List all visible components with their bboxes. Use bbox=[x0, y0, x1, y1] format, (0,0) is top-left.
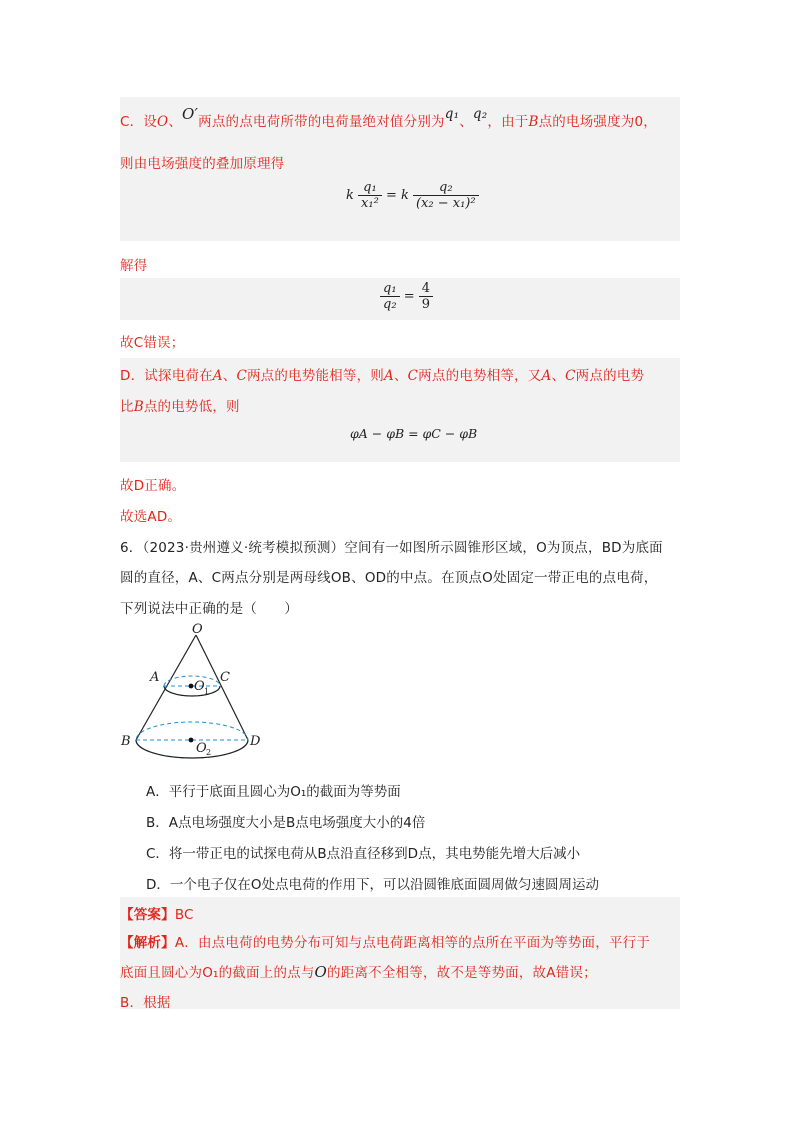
text-run: 两点的电势相等，又 bbox=[418, 368, 542, 384]
fraction-q1-q2 bbox=[380, 281, 400, 312]
analysis-line-1 bbox=[120, 931, 650, 951]
option-b: B．A点电场强度大小是B点电场强度大小的4倍 bbox=[146, 815, 426, 831]
fraction-q1-x1 bbox=[358, 180, 382, 211]
denominator: x₁² bbox=[361, 196, 379, 211]
conclusion-c: 故C错误； bbox=[120, 335, 185, 351]
text-run: 、 bbox=[222, 368, 237, 384]
potential-equation: φA − φB = φC − φB bbox=[350, 426, 478, 441]
label-o2: O bbox=[196, 741, 207, 756]
label-o2-sub: 2 bbox=[206, 748, 212, 757]
center-o1-dot bbox=[189, 684, 194, 689]
answer-label: 【答案】 bbox=[120, 907, 175, 923]
option-d-line-1 bbox=[120, 364, 644, 384]
answer-value: BC bbox=[174, 907, 194, 923]
text-run: 、 bbox=[393, 368, 408, 384]
symbol-b: B bbox=[528, 114, 539, 130]
label-d: D bbox=[250, 734, 261, 749]
solve-label: 解得 bbox=[120, 258, 148, 274]
text-run: 点的电势低，则 bbox=[143, 399, 240, 415]
conclusion-d: 故D正确。 bbox=[120, 478, 186, 494]
equals-sign: = bbox=[403, 289, 415, 304]
text-run: 、 bbox=[551, 368, 566, 384]
symbol-c: C bbox=[407, 368, 419, 384]
label-o: O bbox=[192, 622, 203, 637]
answer-line bbox=[120, 903, 194, 923]
text-run: 比 bbox=[120, 399, 134, 415]
denominator: 9 bbox=[421, 297, 431, 312]
final-choice: 故选AD。 bbox=[120, 509, 182, 525]
option-a: A．平行于底面且圆心为O₁的截面为等势面 bbox=[146, 784, 401, 800]
symbol-c: C bbox=[236, 368, 247, 384]
text-run: 、 bbox=[459, 114, 473, 130]
numerator: 4 bbox=[419, 281, 433, 297]
text-run: D．试探电荷在 bbox=[120, 368, 213, 384]
question-6-line-1: 6．（2023·贵州遵义·统考模拟预测）空间有一如图所示圆锥形区域，O为顶点，BD为底面 bbox=[120, 540, 663, 556]
symbol-o-prime: O′ bbox=[182, 105, 199, 123]
option-c: C．将一带正电的试探电荷从B点沿直径移到D点，其电势能先增大后减小 bbox=[146, 846, 581, 862]
numerator: q₂ bbox=[413, 180, 479, 196]
text-run: 点的电场强度为0， bbox=[538, 114, 657, 130]
fraction-q2-x bbox=[413, 180, 479, 211]
ratio-equation bbox=[380, 281, 433, 312]
label-c: C bbox=[220, 670, 230, 685]
option-d: D．一个电子仅在O处点电荷的作用下，可以沿圆锥底面圆周做匀速圆周运动 bbox=[146, 877, 600, 893]
symbol-q1: q₁ bbox=[444, 106, 460, 122]
symbol-a: A bbox=[212, 368, 223, 384]
equals-k: = k bbox=[385, 188, 409, 203]
symbol-c: C bbox=[565, 368, 576, 384]
text-run: 两点的电势 bbox=[575, 368, 645, 384]
answer-analysis-block bbox=[120, 897, 680, 1009]
text-run: 的距离不全相等，故不是等势面，故A错误； bbox=[327, 965, 597, 981]
symbol-o: O bbox=[157, 114, 169, 130]
superposition-equation bbox=[346, 180, 479, 211]
cone-figure bbox=[116, 620, 266, 760]
symbol-a: A bbox=[383, 368, 394, 384]
analysis-line-3: B．根据 bbox=[120, 995, 171, 1011]
denominator: (x₂ − x₁)² bbox=[415, 196, 476, 211]
label-o1: O bbox=[194, 679, 205, 694]
symbol-k: k bbox=[346, 188, 354, 203]
base-ellipse-front bbox=[136, 740, 248, 758]
label-a: A bbox=[150, 670, 160, 685]
analysis-line-2 bbox=[120, 961, 597, 981]
option-c-line-1 bbox=[120, 105, 657, 130]
text-run: 、 bbox=[168, 114, 183, 130]
symbol-q2: q₂ bbox=[472, 106, 488, 122]
option-c-line-2: 则由电场强度的叠加原理得 bbox=[120, 156, 285, 172]
numerator: q₁ bbox=[380, 281, 400, 297]
label-b: B bbox=[121, 734, 131, 749]
text-run: 底面且圆心为O₁的截面上的点与 bbox=[120, 965, 315, 981]
text-run: 两点的点电荷所带的电荷量绝对值分别为 bbox=[198, 114, 445, 130]
center-o2-dot bbox=[189, 738, 194, 743]
option-d-line-2 bbox=[120, 395, 240, 415]
text-run: C．设 bbox=[120, 114, 158, 130]
label-o1-sub: 1 bbox=[204, 687, 210, 696]
generatrix-ob bbox=[136, 635, 196, 740]
symbol-o: O bbox=[314, 963, 328, 981]
symbol-b: B bbox=[133, 399, 144, 415]
text-run: ，由于 bbox=[487, 114, 529, 130]
symbol-a: A bbox=[541, 368, 552, 384]
text-run: A．由点电荷的电势分布可知与点电荷距离相等的点所在平面为等势面，平行于 bbox=[174, 935, 651, 951]
fraction-4-9 bbox=[419, 281, 433, 312]
analysis-label: 【解析】 bbox=[120, 935, 175, 951]
numerator: q₁ bbox=[358, 180, 382, 196]
text-run: 两点的电势能相等，则 bbox=[246, 368, 384, 384]
denominator: q₂ bbox=[383, 297, 397, 312]
question-6-line-2: 圆的直径，A、C两点分别是两母线OB、OD的中点。在顶点O处固定一带正电的点电荷， bbox=[120, 570, 658, 586]
question-6-line-3: 下列说法中正确的是（ ） bbox=[120, 601, 299, 617]
